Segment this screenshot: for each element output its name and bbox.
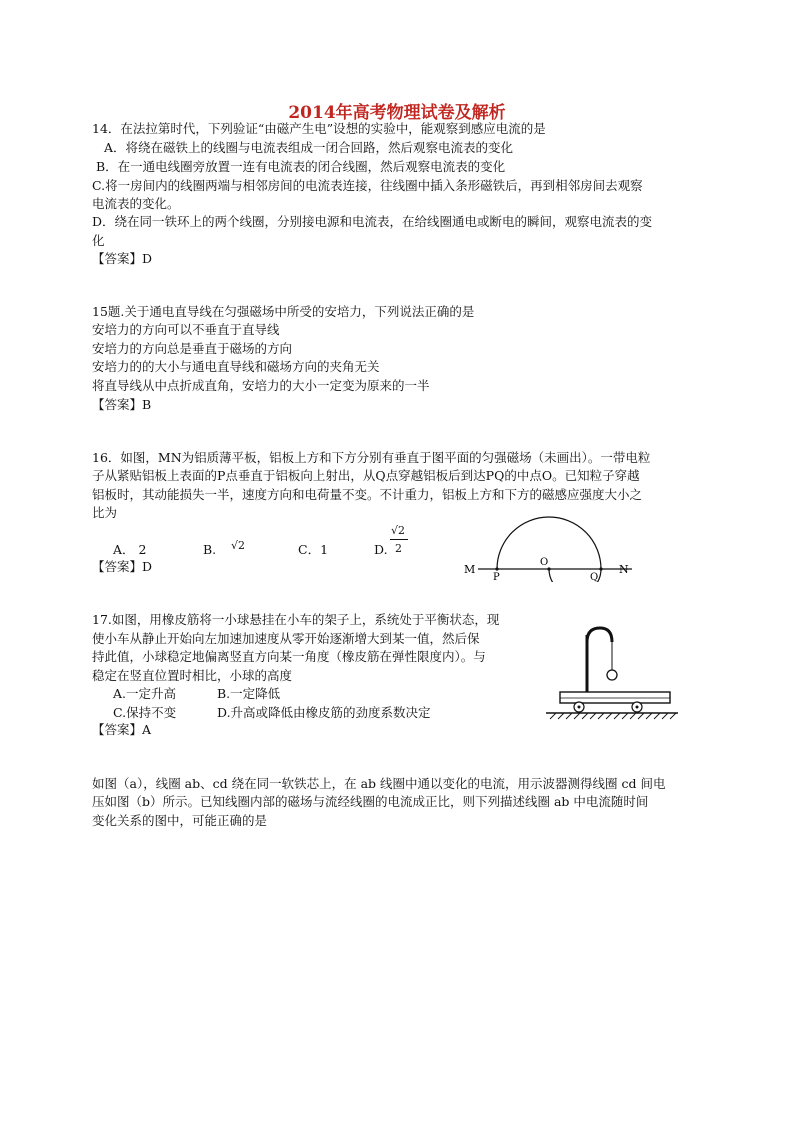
point-p-dot [495, 567, 498, 570]
q14-answer: 【答案】D [92, 251, 153, 266]
upper-arc [497, 517, 601, 569]
label-m: M [464, 563, 476, 576]
q15-line-3: 安培力的的大小与通电直导线和磁场方向的夹角无关 [92, 359, 380, 374]
q14-option-b: B．在一通电线圈旁放置一连有电流表的闭合线圈，然后观察电流表的变化 [96, 159, 506, 174]
q17-figure [542, 612, 682, 722]
q17-line-1: 17.如图，用橡皮筋将一小球悬挂在小车的架子上，系统处于平衡状态，现 [92, 612, 500, 627]
q15-line-4: 将直导线从中点折成直角，安培力的大小一定变为原来的一半 [92, 378, 430, 393]
q16-fraction-bar [390, 539, 408, 540]
page-title: 2014年高考物理试卷及解析 [288, 103, 506, 123]
q16-answer: 【答案】D [92, 559, 153, 574]
q14-option-c-line1: C.将一房间内的线圈两端与相邻房间的电流表连接，往线圈中插入条形磁铁后，再到相邻房间去观察 [92, 178, 643, 193]
q14-option-c-line2: 电流表的变化。 [92, 196, 180, 211]
label-n: N [619, 563, 629, 576]
q17-option-c: C.保持不变 [113, 705, 177, 720]
hook-arm [587, 628, 612, 642]
cart-body [560, 692, 670, 703]
ground-hatching [550, 713, 676, 719]
q16-line-1: 16．如图，MN为铝质薄平板，铝板上方和下方分别有垂直于图平面的匀强磁场（未画出）。一带电粒 [92, 450, 651, 465]
q14-option-a: A．将绕在磁铁上的线圈与电流表组成一闭合回路，然后观察电流表的变化 [104, 140, 514, 155]
q18-line-1: 如图（a），线圈 ab、cd 绕在同一软铁芯上，在 ab 线圈中通以变化的电流，用示波器测得线圈 cd 间电 [92, 776, 666, 791]
q16-option-a: A． 2 [113, 542, 147, 557]
q16-option-b-value: √2 [231, 539, 246, 552]
q17-option-d: D.升高或降低由橡皮筋的劲度系数决定 [217, 705, 431, 720]
label-p: P [493, 572, 500, 582]
q15-answer: 【答案】B [92, 397, 152, 412]
q16-option-c: C．1 [298, 542, 329, 557]
q16-option-d: D. [374, 542, 388, 557]
q15-line-2: 安培力的方向总是垂直于磁场的方向 [92, 341, 293, 356]
q17-line-3: 持此值，小球稳定地偏离竖直方向某一角度（橡皮筋在弹性限度内）。与 [92, 649, 486, 664]
q16-line-4: 比为 [92, 505, 118, 520]
q16-option-d-numerator: √2 [391, 524, 406, 537]
q16-option-d-denominator: 2 [395, 542, 402, 555]
q15-stem: 15题.关于通电直导线在匀强磁场中所受的安培力，下列说法正确的是 [92, 304, 475, 319]
cart-wheel-right-axle [636, 706, 639, 709]
q17-answer: 【答案】A [92, 722, 152, 737]
cart-wheel-left-axle [578, 706, 581, 709]
q15-line-1: 安培力的方向可以不垂直于直导线 [92, 322, 280, 337]
q16-option-b: B. [203, 542, 217, 557]
q16-line-3: 铝板时，其动能损失一半，速度方向和电荷量不变。不计重力，铝板上方和下方的磁感应强度大小之 [92, 487, 643, 502]
q18-line-3: 变化关系的图中，可能正确的是 [92, 813, 268, 828]
q17-line-4: 稳定在竖直位置时相比，小球的高度 [92, 668, 293, 683]
label-o: O [540, 557, 549, 568]
q14-option-d-line1: D．绕在同一铁环上的两个线圈，分别接电源和电流表，在给线圈通电或断电的瞬间，观察电流表的变 [92, 214, 653, 229]
q17-option-a: A.一定升高 [113, 686, 177, 701]
q16-line-2: 子从紧贴铝板上表面的P点垂直于铝板向上射出，从Q点穿越铝板后到达PQ的中点O。已知粒子穿越 [92, 468, 640, 483]
q14-stem: 14．在法拉第时代，下列验证“由磁产生电”设想的实验中，能观察到感应电流的是 [92, 121, 546, 136]
point-q-dot [599, 567, 602, 570]
label-q: Q [590, 572, 599, 582]
q14-option-d-line2: 化 [92, 233, 105, 248]
q18-line-2: 压如图（b）所示。已知线圈内部的磁场与流经线圈的电流成正比，则下列描述线圈 ab 中电流随时间 [92, 794, 649, 809]
q17-option-b: B.一定降低 [217, 686, 281, 701]
q16-figure [460, 512, 640, 582]
ball [607, 670, 617, 680]
q17-line-2: 使小车从静止开始向左加速加速度从零开始逐渐增大到某一值，然后保 [92, 631, 480, 646]
